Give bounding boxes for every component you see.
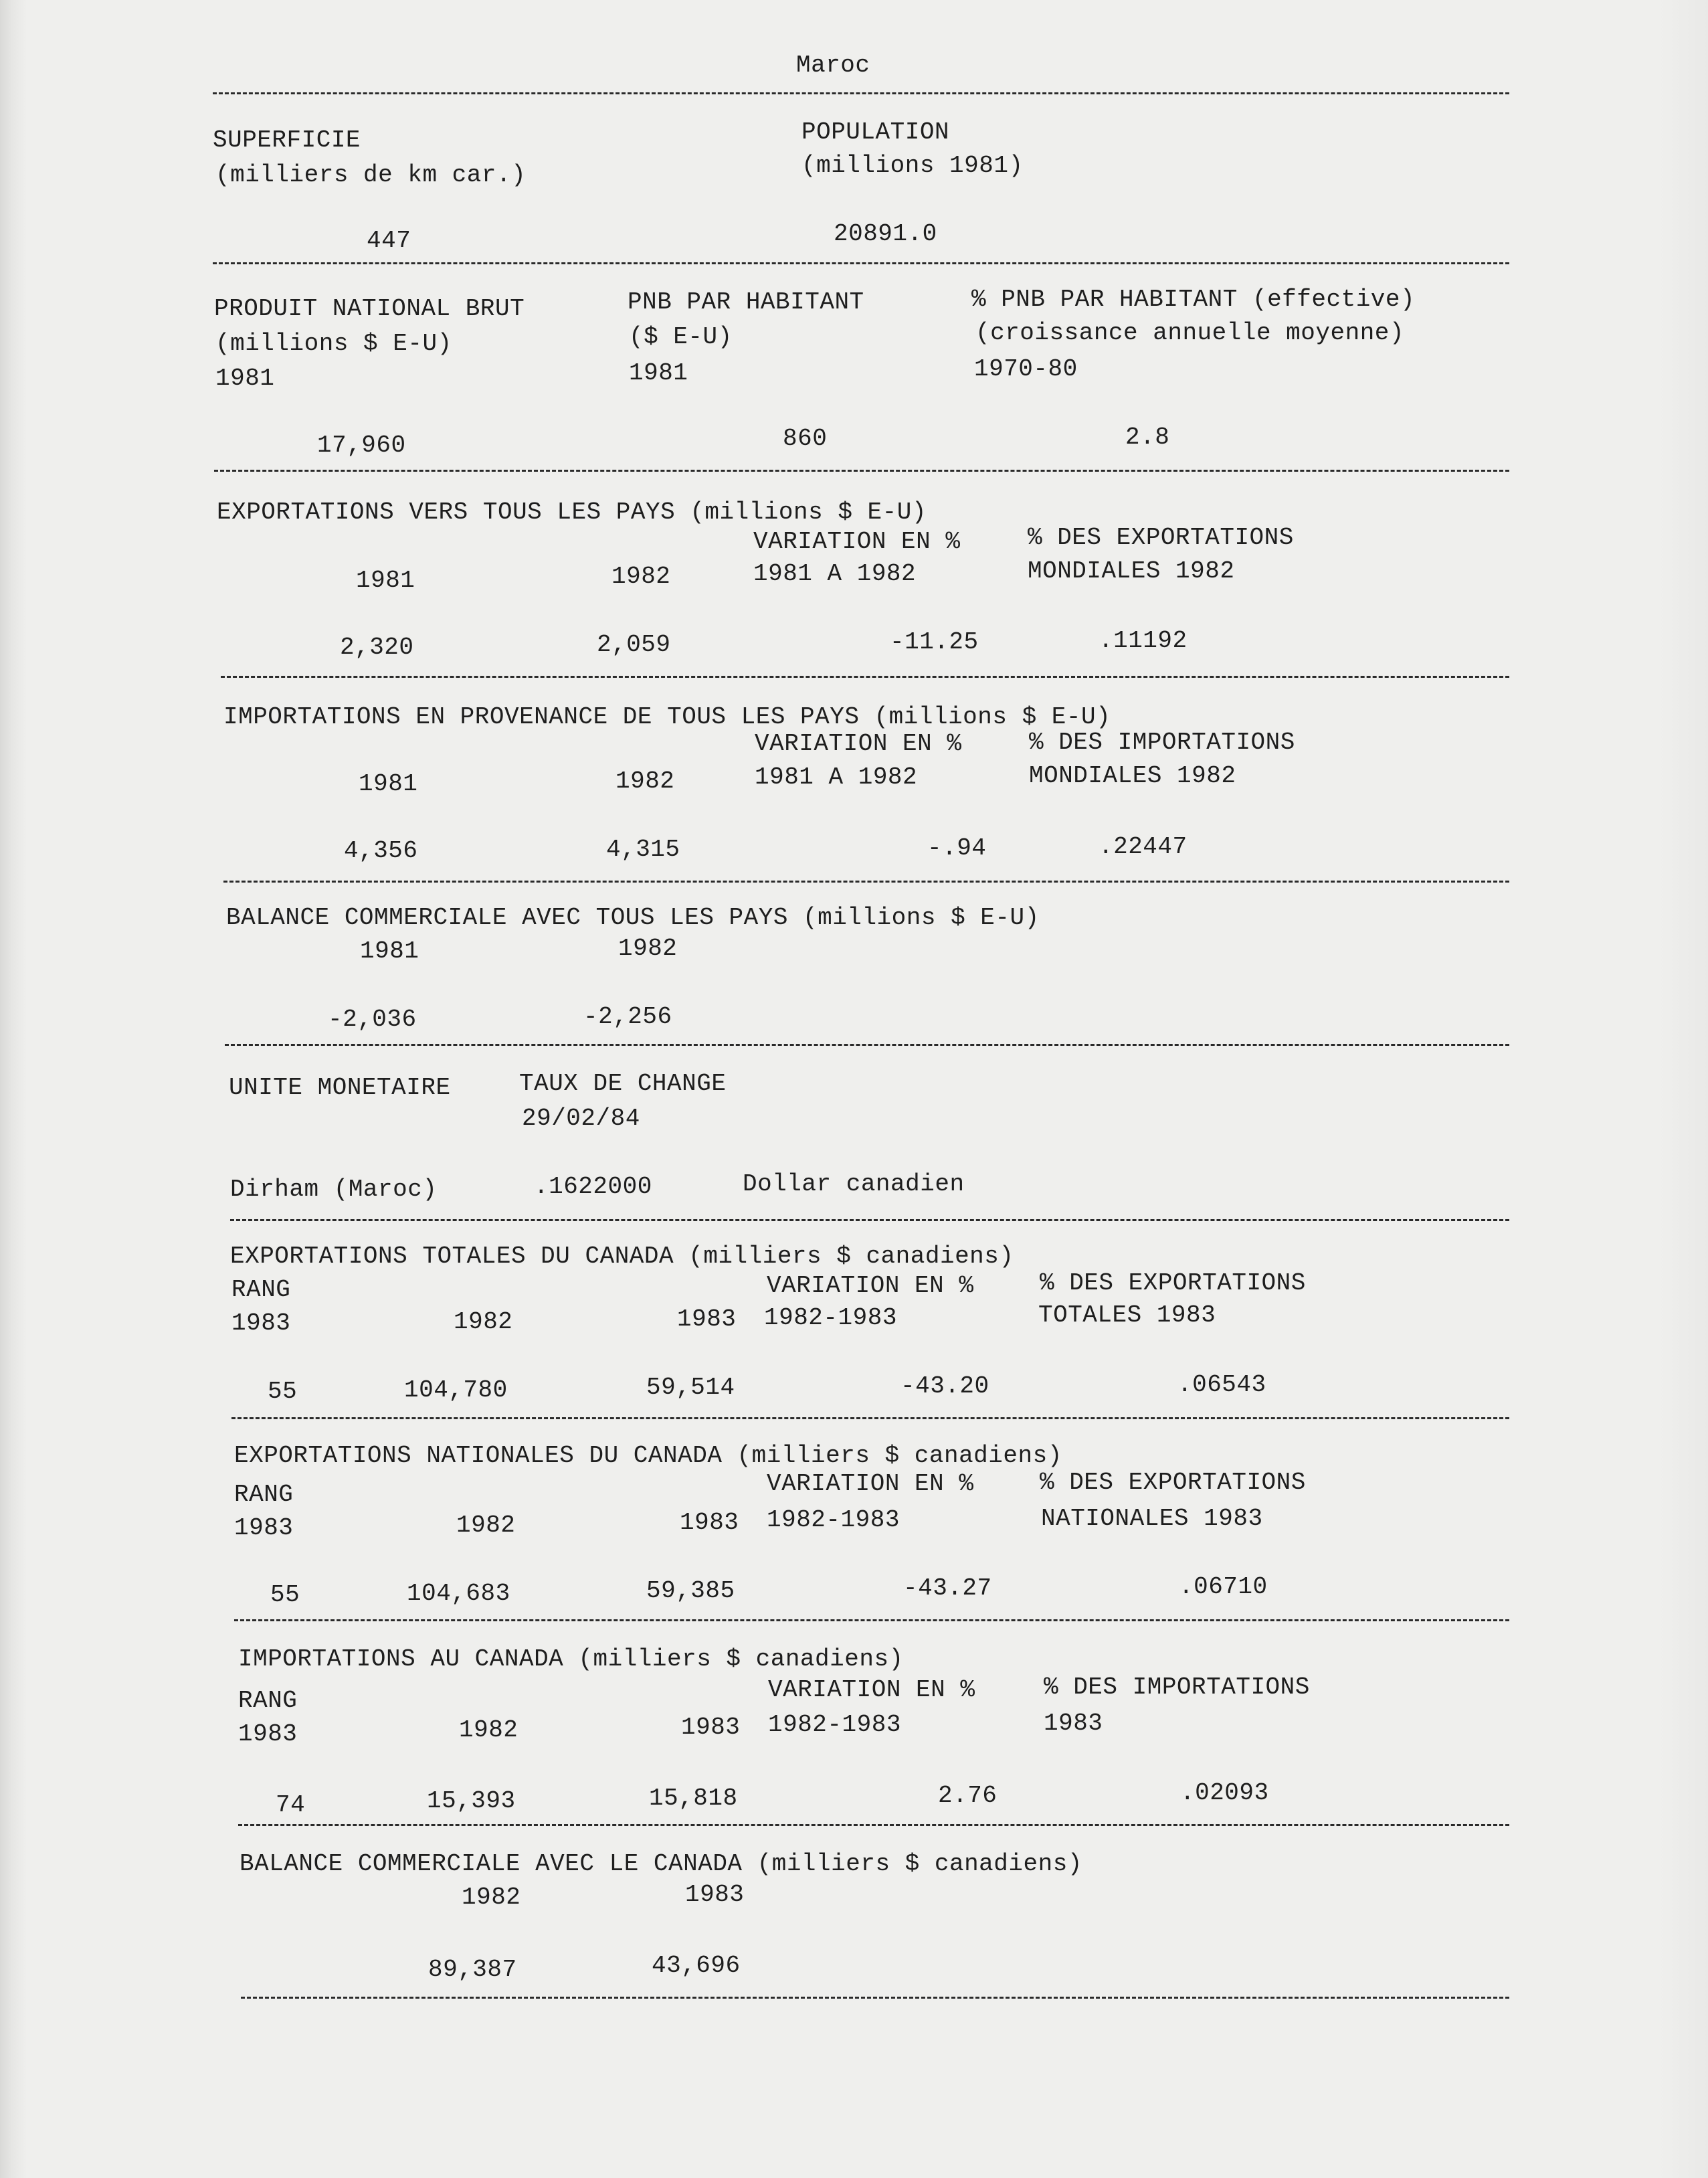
divider — [238, 1824, 1509, 1826]
pnb-value: 17,960 — [317, 432, 406, 459]
divider — [221, 676, 1509, 678]
exportations-totales-value2: 59,514 — [646, 1374, 735, 1401]
balance-canada-value2: 43,696 — [652, 1952, 741, 1979]
population-value: 20891.0 — [834, 220, 937, 248]
exportations-totales-rang: 55 — [268, 1378, 298, 1405]
divider — [241, 1997, 1509, 1999]
divider — [234, 1619, 1509, 1621]
pnb-year: 1981 — [215, 365, 275, 392]
unite-monetaire-label: UNITE MONETAIRE — [229, 1074, 451, 1101]
importations-pays-variation-label: VARIATION EN % — [755, 730, 962, 757]
importations-canada-year2: 1983 — [681, 1714, 741, 1741]
exportations-totales-value1: 104,780 — [404, 1376, 508, 1404]
divider — [213, 92, 1509, 94]
pnb-habitant-value: 860 — [783, 425, 828, 452]
exportations-pays-title: EXPORTATIONS VERS TOUS LES PAYS (millions $ E-U) — [217, 498, 927, 526]
exportations-pays-year2: 1982 — [611, 563, 671, 590]
pnb-croissance-unit: (croissance annuelle moyenne) — [975, 319, 1405, 347]
exportations-nationales-variation-label: VARIATION EN % — [767, 1470, 974, 1498]
superficie-unit: (milliers de km car.) — [215, 161, 527, 189]
exportations-pays-variation: -11.25 — [890, 628, 979, 656]
exportations-pays-variation-years: 1981 A 1982 — [753, 560, 917, 587]
divider — [214, 470, 1509, 472]
exportations-pays-value1: 2,320 — [340, 634, 414, 661]
exportations-pays-variation-label: VARIATION EN % — [753, 528, 961, 555]
pnb-habitant-unit: ($ E-U) — [629, 323, 733, 351]
taux-de-change-label: TAUX DE CHANGE — [519, 1070, 727, 1097]
population-label: POPULATION — [801, 118, 950, 146]
exportations-totales-variation: -43.20 — [900, 1372, 989, 1400]
target-currency: Dollar canadien — [743, 1170, 965, 1198]
balance-pays-year1: 1981 — [360, 937, 419, 965]
pnb-label: PRODUIT NATIONAL BRUT — [214, 295, 525, 323]
importations-canada-title: IMPORTATIONS AU CANADA (milliers $ canadiens) — [238, 1645, 904, 1673]
exportations-totales-rang-year: 1983 — [231, 1309, 291, 1337]
importations-canada-share-label-2: 1983 — [1044, 1710, 1103, 1737]
country-title: Maroc — [796, 52, 870, 79]
exportations-totales-year2: 1983 — [677, 1305, 737, 1333]
importations-pays-share-label: % DES IMPORTATIONS — [1029, 729, 1295, 756]
taux-date: 29/02/84 — [522, 1105, 640, 1132]
superficie-value: 447 — [367, 227, 411, 254]
pnb-habitant-label: PNB PAR HABITANT — [628, 288, 864, 316]
importations-canada-variation-years: 1982-1983 — [768, 1711, 901, 1738]
importations-canada-rang-year: 1983 — [238, 1720, 298, 1748]
importations-canada-year1: 1982 — [459, 1716, 518, 1744]
importations-canada-share-label: % DES IMPORTATIONS — [1044, 1673, 1310, 1701]
divider — [231, 1417, 1509, 1419]
exportations-totales-share: .06543 — [1177, 1371, 1266, 1398]
exportations-totales-share-label: % DES EXPORTATIONS — [1040, 1269, 1306, 1297]
balance-canada-year1: 1982 — [462, 1884, 521, 1911]
importations-canada-variation: 2.76 — [938, 1782, 998, 1809]
exportations-totales-year1: 1982 — [454, 1308, 513, 1336]
pnb-habitant-year: 1981 — [629, 359, 688, 387]
importations-canada-value1: 15,393 — [427, 1787, 516, 1815]
exportations-nationales-rang-label: RANG — [234, 1481, 294, 1508]
importations-canada-share: .02093 — [1180, 1779, 1269, 1807]
exportations-totales-variation-label: VARIATION EN % — [767, 1272, 974, 1299]
pnb-croissance-label: % PNB PAR HABITANT (effective) — [971, 286, 1416, 313]
exportations-nationales-year1: 1982 — [456, 1512, 516, 1539]
exportations-nationales-value1: 104,683 — [407, 1580, 510, 1607]
balance-canada-title: BALANCE COMMERCIALE AVEC LE CANADA (milliers $ canadiens) — [240, 1850, 1082, 1878]
importations-pays-title: IMPORTATIONS EN PROVENANCE DE TOUS LES PAYS (millions $ E-U) — [223, 703, 1111, 731]
importations-pays-share-label-2: MONDIALES 1982 — [1029, 762, 1236, 790]
exportations-nationales-variation: -43.27 — [903, 1574, 992, 1602]
balance-pays-value2: -2,256 — [583, 1003, 672, 1030]
divider — [223, 881, 1509, 883]
balance-canada-value1: 89,387 — [428, 1956, 517, 1983]
exportations-pays-year1: 1981 — [356, 567, 415, 594]
exportations-totales-share-label-2: TOTALES 1983 — [1038, 1301, 1216, 1329]
exportations-totales-title: EXPORTATIONS TOTALES DU CANADA (milliers $ canadiens) — [230, 1243, 1014, 1270]
importations-pays-variation-years: 1981 A 1982 — [755, 763, 918, 791]
exportations-nationales-variation-years: 1982-1983 — [767, 1506, 900, 1534]
divider — [213, 262, 1509, 264]
importations-pays-variation: -.94 — [927, 834, 987, 862]
exportations-totales-variation-years: 1982-1983 — [764, 1304, 897, 1332]
exportations-pays-share-label: % DES EXPORTATIONS — [1028, 524, 1294, 551]
exchange-rate: .1622000 — [534, 1173, 652, 1200]
exportations-nationales-year2: 1983 — [680, 1509, 739, 1536]
exportations-nationales-rang: 55 — [270, 1581, 300, 1609]
divider — [230, 1219, 1509, 1221]
exportations-nationales-title: EXPORTATIONS NATIONALES DU CANADA (milliers $ canadiens) — [234, 1442, 1062, 1469]
importations-pays-value2: 4,315 — [606, 836, 680, 863]
importations-canada-variation-label: VARIATION EN % — [768, 1676, 975, 1704]
importations-pays-year1: 1981 — [359, 770, 418, 798]
divider — [225, 1044, 1509, 1046]
importations-pays-share: .22447 — [1099, 833, 1188, 860]
exportations-nationales-value2: 59,385 — [646, 1577, 735, 1605]
balance-pays-year2: 1982 — [618, 935, 678, 962]
population-unit: (millions 1981) — [801, 152, 1024, 179]
exportations-nationales-share: .06710 — [1179, 1573, 1268, 1601]
exportations-nationales-share-label: % DES EXPORTATIONS — [1040, 1469, 1306, 1496]
importations-canada-value2: 15,818 — [649, 1785, 738, 1812]
superficie-label: SUPERFICIE — [213, 126, 361, 154]
importations-pays-value1: 4,356 — [344, 837, 418, 865]
exportations-pays-share-label-2: MONDIALES 1982 — [1028, 557, 1235, 585]
pnb-croissance-value: 2.8 — [1125, 424, 1170, 451]
importations-canada-rang-label: RANG — [238, 1687, 298, 1714]
exportations-pays-share: .11192 — [1099, 627, 1188, 654]
currency-name: Dirham (Maroc) — [230, 1176, 438, 1203]
balance-pays-title: BALANCE COMMERCIALE AVEC TOUS LES PAYS (millions $ E-U) — [226, 904, 1040, 931]
exportations-pays-value2: 2,059 — [597, 631, 671, 658]
exportations-nationales-share-label-2: NATIONALES 1983 — [1041, 1505, 1263, 1532]
pnb-croissance-years: 1970-80 — [974, 355, 1078, 383]
balance-pays-value1: -2,036 — [328, 1006, 417, 1033]
pnb-unit: (millions $ E-U) — [215, 330, 452, 357]
exportations-nationales-rang-year: 1983 — [234, 1514, 294, 1542]
importations-canada-rang: 74 — [276, 1791, 306, 1819]
importations-pays-year2: 1982 — [615, 767, 675, 795]
exportations-totales-rang-label: RANG — [231, 1276, 291, 1303]
balance-canada-year2: 1983 — [685, 1881, 745, 1908]
